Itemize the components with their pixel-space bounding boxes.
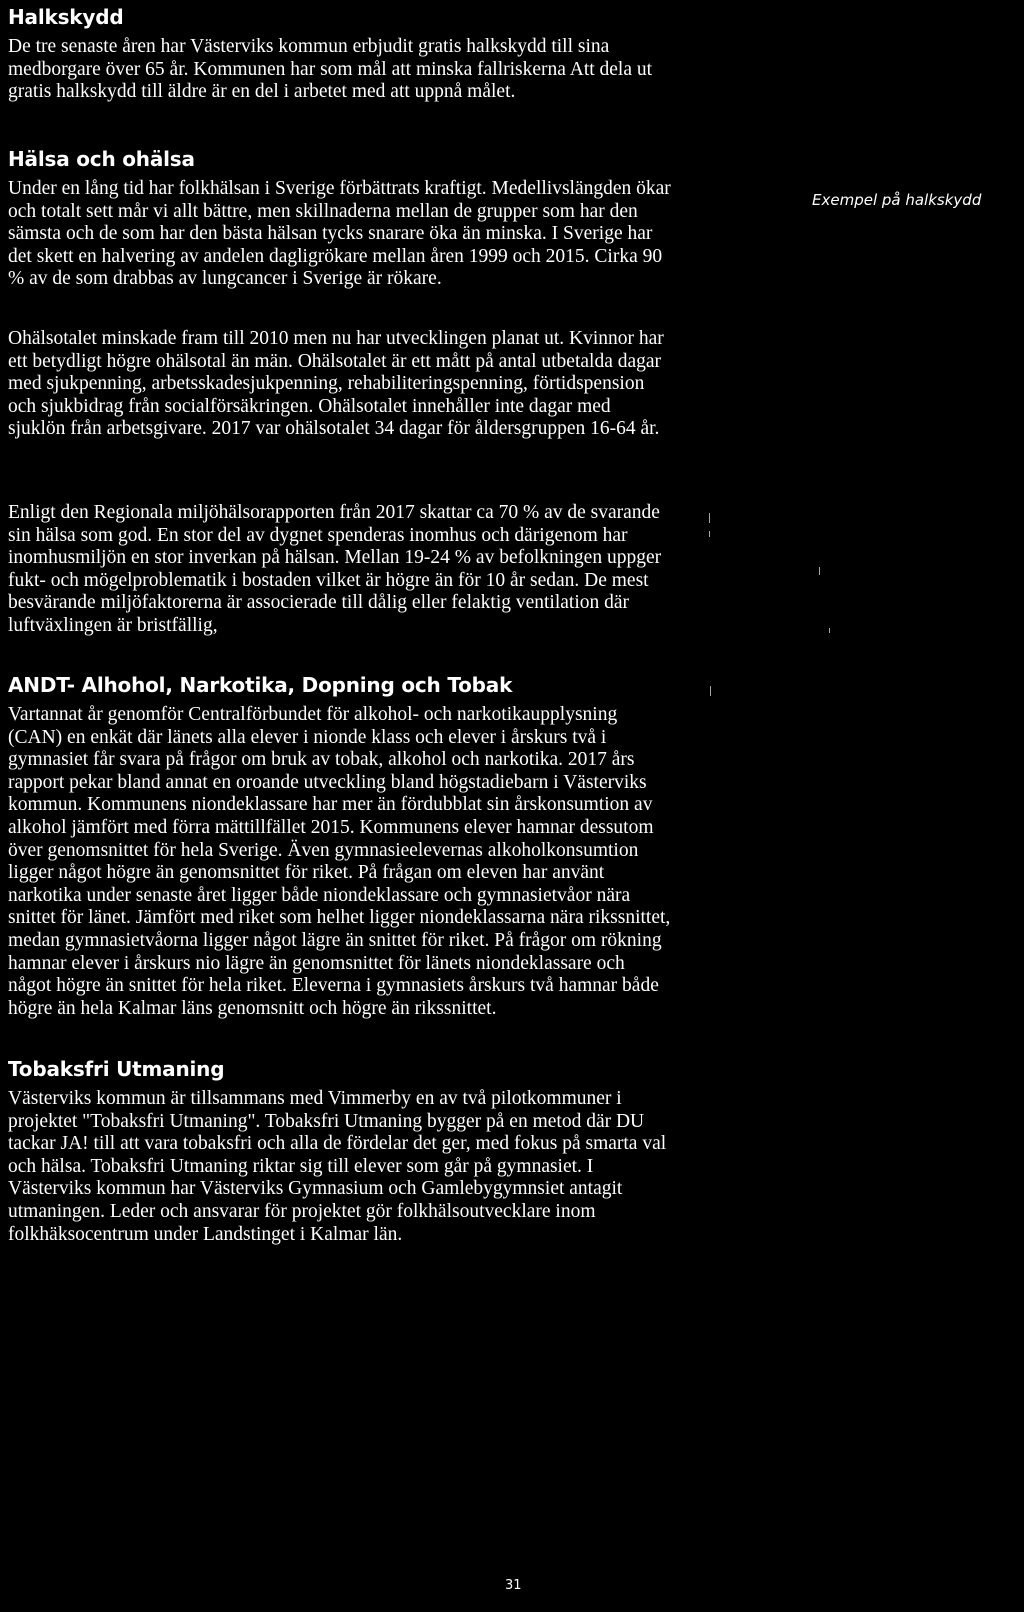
section-ohalsotalet — [8, 328, 672, 441]
scan-speck — [710, 686, 711, 696]
paragraph-andt: Vartannat år genomför Centralförbundet för alkohol- och narkotikaupplysning (CAN) en enkät där länets alla elever i nionde klass och elever i årskurs två i gymnasiet får svara på frågor om bruk av tobak, alkohol och narkotika. 2017 års rapport pekar bland annat en oroande utveckling bland högstadiebarn i Västerviks kommun. Kommunens niondeklassare har mer än fördubblat sin årskonsumtion av alkohol jämfört med förra mättillfället 2015. Kommunens elever hamnar dessutom över genomsnittet för hela Sverige. Även gymnasieelevernas alkoholkonsumtion ligger något högre än genomsnittet för riket. På frågan om eleven har använt narkotika under senaste året ligger både niondeklassare och gymnasietvåor nära snittet för länet. Jämfört med riket som helhet ligger niondeklassarna nära rikssnittet, medan gymnasietvåorna ligger något lägre än snittet för riket. På frågor om rökning hamnar elever i årskurs nio lägre än genomsnittet för länets niondeklassare och något högre än snittet för hela riket. Eleverna i gymnasiets årskurs två hamnar både högre än hela Kalmar läns genomsnitt och högre än rikssnittet. — [8, 704, 671, 1019]
paragraph-ohalsotalet: Ohälsotalet minskade fram till 2010 men nu har utvecklingen planat ut. Kvinnor har ett betydligt högre ohälsotal än män. Ohälsotalet är ett mått på antal utbetalda dagar med sjukpenning, arbetsskadesjukpenning, rehabiliteringspenning, förtidspension och sjukbidrag från socialförsäkringen. Ohälsotalet innehåller inte dagar med sjuklön från arbetsgivare. 2017 var ohälsotalet 34 dagar för åldersgruppen 16-64 år. — [8, 328, 664, 440]
heading-tobaksfri-utmaning: Tobaksfri Utmaning — [8, 1057, 225, 1081]
scan-speck — [829, 628, 830, 633]
section-tobaksfri-utmaning — [8, 1056, 672, 1246]
section-andt — [8, 672, 672, 1020]
scan-speck — [709, 513, 710, 523]
scan-speck — [819, 567, 820, 575]
section-halsa-och-ohalsa — [8, 146, 672, 291]
page-number: 31 — [505, 1578, 522, 1593]
image-caption: Exempel på halkskydd — [812, 191, 982, 209]
heading-halsa-och-ohalsa: Hälsa och ohälsa — [8, 147, 195, 171]
paragraph-miljohalsorapporten: Enligt den Regionala miljöhälsorapporten från 2017 skattar ca 70 % av de svarande sin hälsa som god. En stor del av dygnet spenderas inomhus och därigenom har inomhusmiljön en stor inverkan på hälsan. Mellan 19-24 % av befolkningen uppger fukt- och mögelproblematik i bostaden vilket är högre än för 10 år sedan. De mest besvärande miljöfaktorerna är associerade till dålig eller felaktig ventilation där luftväxlingen är bristfällig, — [8, 502, 662, 636]
paragraph-folkhalsan: Under en lång tid har folkhälsan i Sverige förbättrats kraftigt. Medellivslängden ökar och totalt sett mår vi allt bättre, men skillnaderna mellan de grupper som har den sämsta och de som har den bästa hälsan tycks snarare öka än minska. I Sverige har det skett en halvering av andelen dagligrökare mellan åren 1999 och 2015. Cirka 90 % av de som drabbas av lungcancer i Sverige är rökare. — [8, 178, 671, 290]
heading-andt: ANDT- Alhohol, Narkotika, Dopning och Tobak — [8, 673, 513, 697]
paragraph-tobaksfri-utmaning: Västerviks kommun är tillsammans med Vimmerby en av två pilotkommuner i projektet "Tobaksfri Utmaning". Tobaksfri Utmaning bygger på en metod där DU tackar JA! till att vara tobaksfri och alla de fördelar det ger, med fokus på smarta val och hälsa. Tobaksfri Utmaning riktar sig till elever som går på gymnasiet. I Västerviks kommun har Västerviks Gymnasium och Gamlebygymnsiet antagit utmaningen. Leder och ansvarar för projektet gör folkhälsoutvecklare inom folkhäksocentrum under Landstinget i Kalmar län. — [8, 1088, 667, 1245]
heading-halkskydd: Halkskydd — [8, 5, 124, 29]
scan-speck — [709, 531, 710, 537]
paragraph-halkskydd: De tre senaste åren har Västerviks kommun erbjudit gratis halkskydd till sina medborgare över 65 år. Kommunen har som mål att minska fallriskerna Att dela ut gratis halkskydd till äldre är en del i arbetet med att uppnå målet. — [8, 36, 653, 103]
section-halkskydd — [8, 4, 672, 104]
section-miljohalsa — [8, 502, 672, 638]
